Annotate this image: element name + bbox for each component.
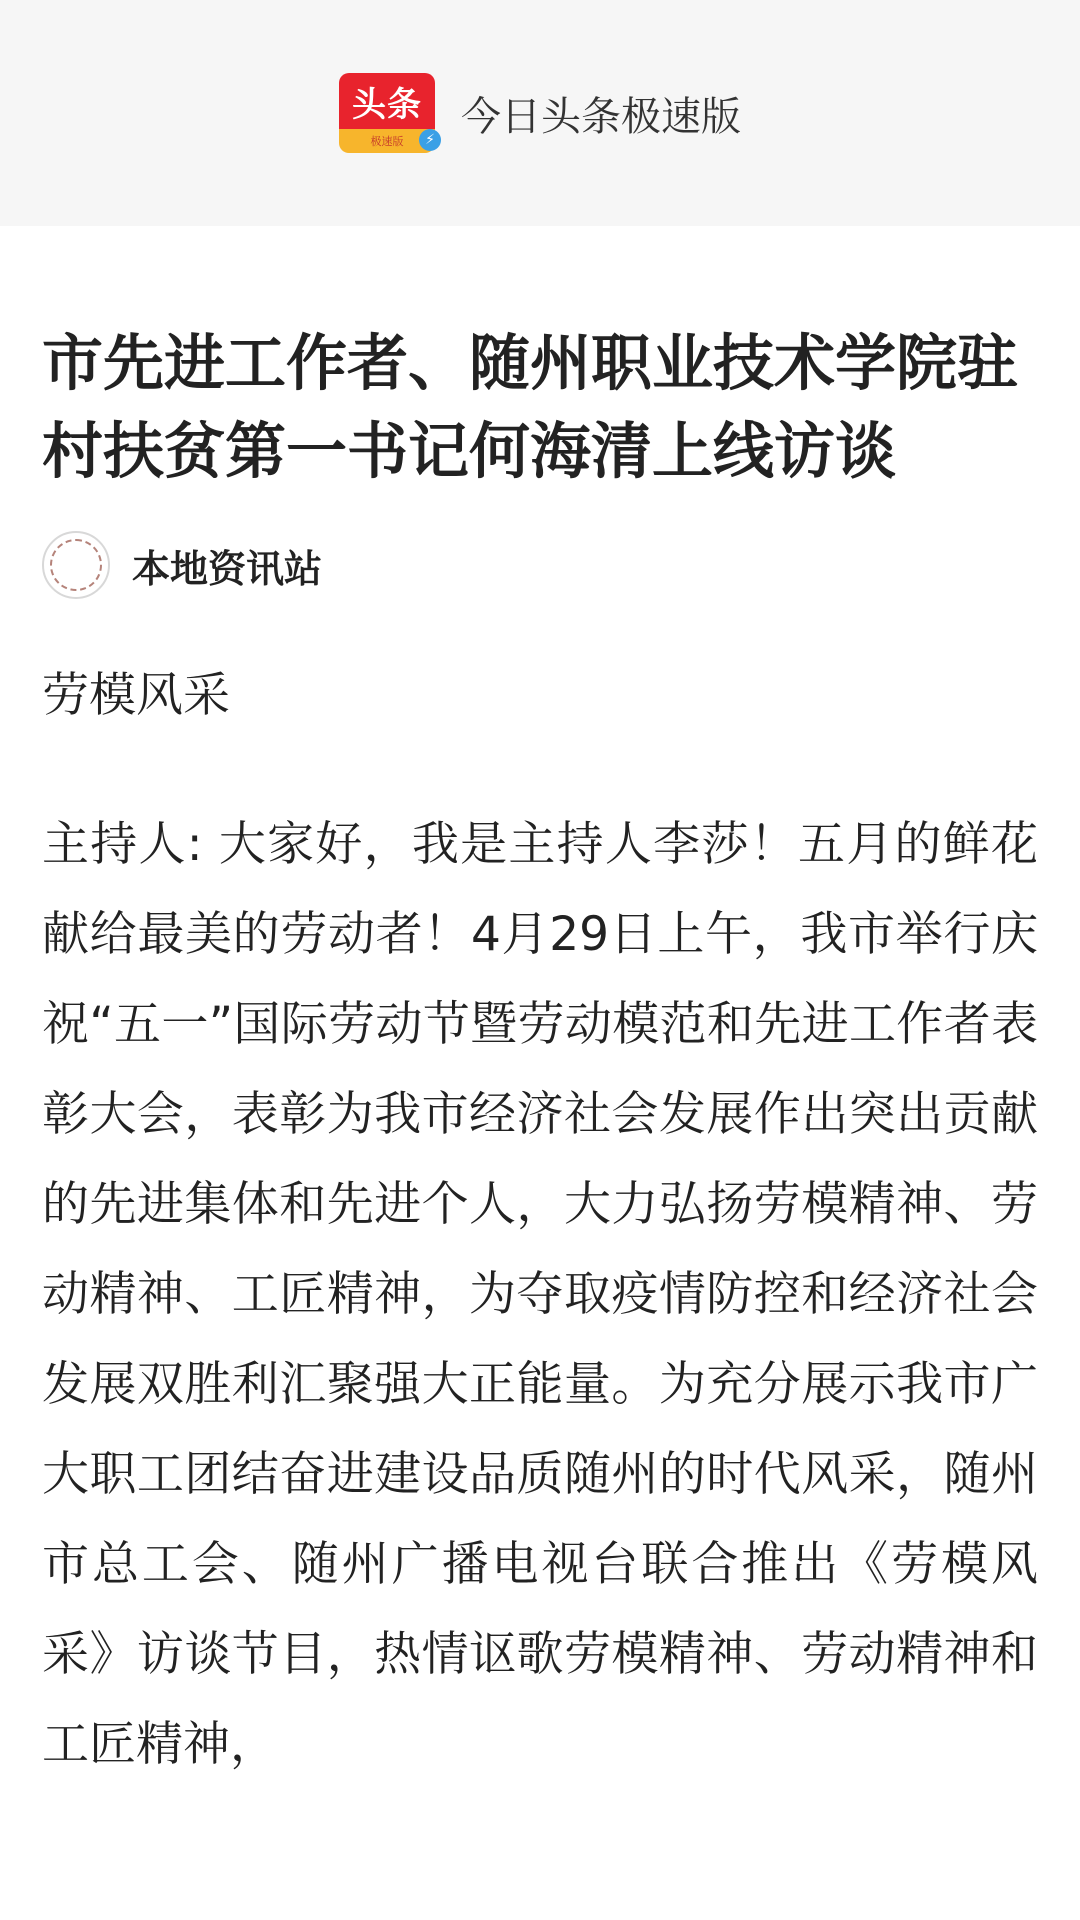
article <box>42 320 1038 1790</box>
app-header <box>0 0 1080 226</box>
app-name[interactable]: 今日头条极速版 <box>461 93 741 140</box>
logo-text: 头条 <box>339 73 435 129</box>
article-title: 市先进工作者、随州职业技术学院驻村扶贫第一书记何海清上线访谈 <box>42 328 1019 487</box>
section-heading: 劳模风采 <box>42 668 230 723</box>
author-row[interactable] <box>42 530 1038 600</box>
lightning-icon: ⚡ <box>419 129 441 151</box>
avatar-seal-icon <box>50 539 102 591</box>
avatar[interactable] <box>42 531 110 599</box>
author-name[interactable]: 本地资讯站 <box>132 546 323 591</box>
article-body: 主持人: 大家好，我是主持人李莎！五月的鲜花献给最美的劳动者！4月29日上午，我市举行庆祝“五一”国际劳动节暨劳动模范和先进工作者表彰大会，表彰为我市经济社会发展作出突出贡献的先进集体和先进个人，大力弘扬劳模精神、劳动精神、工匠精神，为夺取疫情防控和经济社会发展双胜利汇聚强大正能量。为充分展示我市广大职工团结奋进建设品质随州的时代风采，随州市总工会、随州广播电视台联合推出《劳模风采》访谈节目，热情讴歌劳模精神、劳动精神和工匠精神， <box>42 817 1038 1772</box>
app-logo[interactable] <box>339 73 435 153</box>
logo-subtext: 极速版 <box>339 129 435 153</box>
